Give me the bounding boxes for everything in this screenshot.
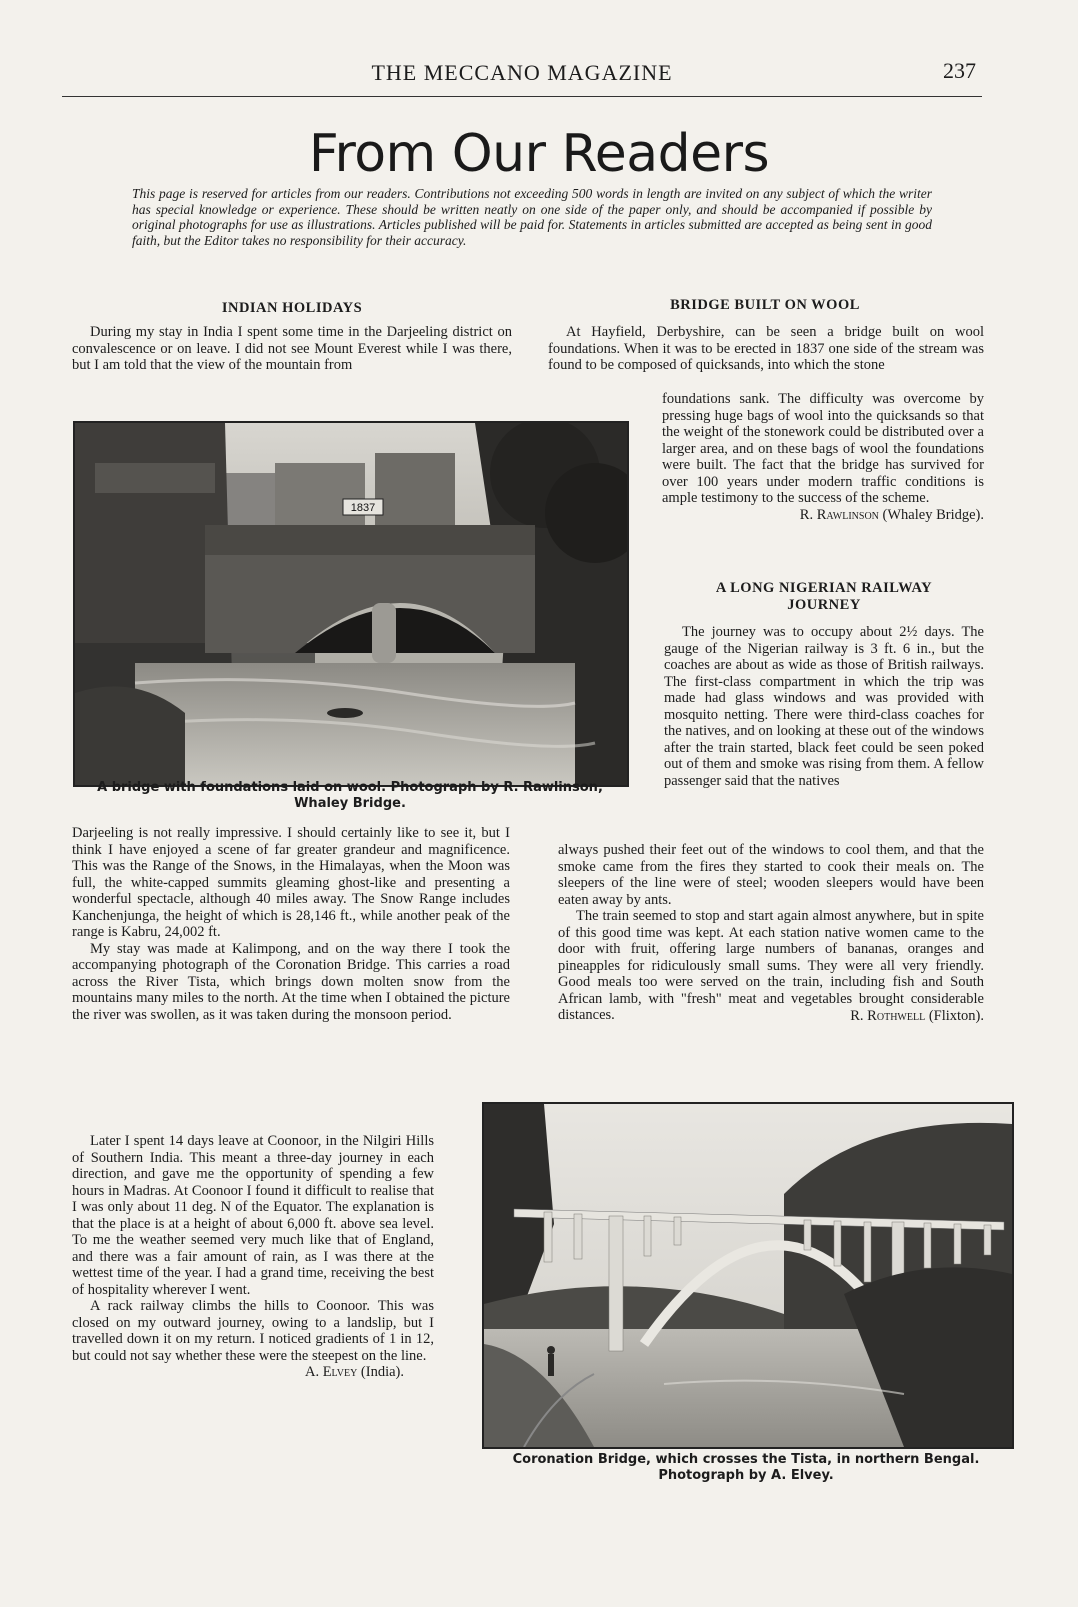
paragraph: During my stay in India I spent some time in the Darjeeling district on convalescence or on leave. I did not see Mount Everest while I was there, but I am told that the view of the mountain from [72,324,512,373]
paragraph: The train seemed to stop and start again almost anywhere, but in spite of this good time was kept. At each station native women came to the door with fruit, offering large numbers of bananas, oranges and pineapples for ridiculously small sums. They were all very friendly. Good meals too were served on the train, including fish and South African lamb, with "fresh" meat and vegetables brought considerable distances. [558,908,984,1023]
coronation-bridge-photo [482,1102,1014,1449]
signature-place: (Flixton). [928,1007,984,1024]
nigerian-narrow [664,624,984,789]
intro-paragraph: This page is reserved for articles from our readers. Contributions not exceeding 500 words in length are invited on any subject of which the writer has special knowledge or experience. These should be written neatly on one side of the paper only, and should be accompanied if possible by original photographs for use as illustrations. Articles published will be paid for. Statements in articles submitted are accepted as being sent in good faith, but the Editor takes no responsibility for their accuracy. [132,186,932,248]
heading-indian-holidays: INDIAN HOLIDAYS [221,300,363,316]
bridge-wool-narrow [662,391,984,523]
signature-rothwell [558,1008,984,1025]
wool-bridge-image [75,423,627,785]
wool-bridge-caption: A bridge with foundations laid on wool. Photograph by R. Rawlinson, Whaley Bridge. [97,780,603,811]
signature-name: R. Rothwell [850,1007,926,1024]
heading-nigerian-railway: A LONG NIGERIAN RAILWAY JOURNEY [715,580,933,613]
bridge-wool-top [548,324,984,374]
signature-place: (India). [360,1364,404,1380]
magazine-title: THE MECCANO MAGAZINE [371,60,673,85]
signature-rawlinson [662,507,984,524]
indian-holidays-narrow [72,1133,434,1381]
page-title: From Our Readers [308,124,770,184]
page-number: 237 [943,58,976,83]
coronation-bridge-caption: Coronation Bridge, which crosses the Tista, in northern Bengal. Photograph by A. Elvey. [512,1452,980,1483]
signature-name: A. Elvey [304,1364,358,1380]
date-stone-text: 1837 [350,502,376,514]
paragraph: always pushed their feet out of the windows to cool them, and that the smoke came from the fires they started to cook their meals on. The sleepers of the line were of steel; wooden sleepers would have been eaten away by ants. [558,842,984,908]
wool-bridge-photo [73,421,629,787]
coronation-bridge-image [484,1104,1012,1447]
signature-elvey [72,1364,404,1381]
indian-holidays-p1-top [72,324,512,374]
paragraph: The journey was to occupy about 2½ days. The gauge of the Nigerian railway is 3 ft. 6 in., but the coaches are about as wide as those of British railways. The first-class compartment in which the trip was made had glass windows and was provided with mosquito netting. There were third-class coaches for the natives, and on looking at these out of the windows after the train started, black feet could be seen poked out of them and smoke was rising from them. A fellow passenger said that the natives [664,624,984,789]
heading-bridge-built-on-wool: BRIDGE BUILT ON WOOL [670,297,860,313]
paragraph: My stay was made at Kalimpong, and on the way there I took the accompanying photograph of the Coronation Bridge. This carries a road across the River Tista, which brings down molten snow from the mountains many miles to the north. At the time when I obtained the picture the river was swollen, as it was taken during the monsoon period. [72,940,510,1023]
paragraph: Darjeeling is not really impressive. I should certainly like to see it, but I think I have enjoyed a scene of far greater grandeur and magnificence. This was the Range of the Snows, in the Himalayas, when the Moon was full, the white-capped summits gleaming ghost-like and presenting a wonderful spectacle, although 40 miles away. The Snow Range includes Kanchenjunga, the height of which is 28,146 ft., while another peak of the range is Kabru, 24,002 ft. [72,825,510,940]
signature-place: (Whaley Bridge). [882,506,984,523]
nigerian-wide [558,842,984,1024]
indian-holidays-continued [72,825,510,1023]
paragraph: At Hayfield, Derbyshire, can be seen a bridge built on wool foundations. When it was to be erected in 1837 one side of the stream was found to be composed of quicksands, into which the stone [548,324,984,373]
signature-name: R. Rawlinson [799,506,879,523]
running-head [62,56,982,97]
paragraph: A rack railway climbs the hills to Coonoor. This was closed on my outward journey, owing to a landslip, but I travelled down it on my return. I noticed gradients of 1 in 12, but could not say whether these were the steepest on the line. [72,1298,434,1364]
paragraph: foundations sank. The difficulty was overcome by pressing huge bags of wool into the quicksands so that the weight of the stonework could be distributed over a larger area, and on these bags of wool the foundations were built. The fact that the bridge has survived for over 100 years under modern traffic conditions is ample testimony to the success of the scheme. [662,391,984,506]
paragraph: Later I spent 14 days leave at Coonoor, in the Nilgiri Hills of Southern India. This meant a three-day journey in each direction, and gave me the opportunity of spending a few hours in Madras. At Coonoor I found it difficult to realise that I was only about 11 deg. N of the Equator. The explanation is that the place is at a height of about 6,000 ft. above sea level. To me the weather seemed very much like that of England, and there was a fair amount of rain, as I was there at the wettest time of the year. I had a grand time, receiving the best of hospitality wherever I went. [72,1133,434,1298]
